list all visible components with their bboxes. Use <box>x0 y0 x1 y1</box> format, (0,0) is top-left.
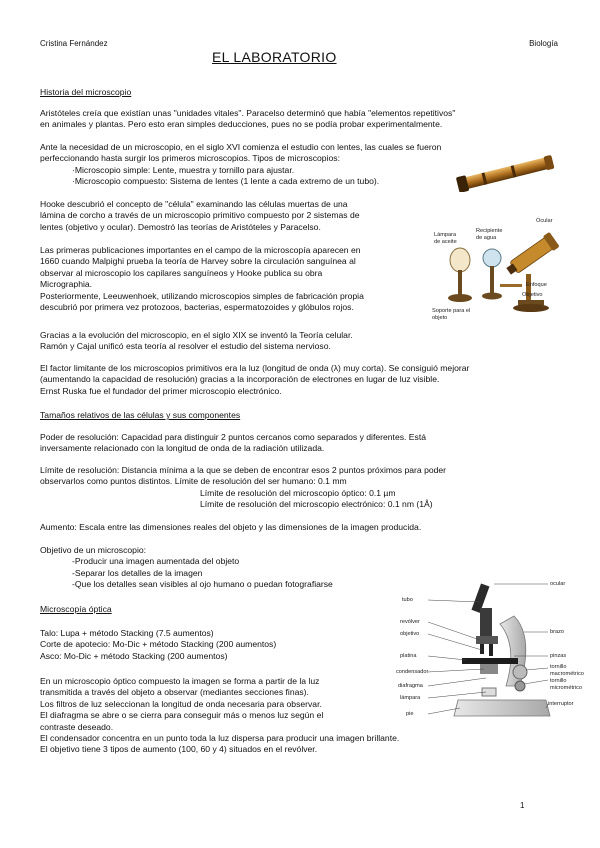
label-objetivo-modern: objetivo <box>400 631 420 637</box>
list-item: -Producir una imagen aumentada del objeto <box>72 556 240 567</box>
text-line: Límite de resolución del microscopio electrónico: 0.1 nm (1Å) <box>200 499 433 510</box>
label-tubo: tubo <box>402 597 413 603</box>
list-item: -Separar los detalles de la imagen <box>72 567 203 578</box>
text-line: Poder de resolución: Capacidad para distinguir 2 puntos cercanos como separados y diferentes. Está <box>40 432 426 442</box>
paragraph-factor-limitante <box>40 363 580 397</box>
text-line: Los filtros de luz seleccionan la longitud de onda necesaria para observar. <box>40 698 322 709</box>
page-title: EL LABORATORIO <box>212 49 337 65</box>
list-item: ·Microscopio simple: Lente, muestra y tornillo para ajustar. <box>72 164 295 175</box>
label-diafragma: diafragma <box>398 683 423 689</box>
label-objetivo: Objetivo <box>522 292 543 298</box>
author-name: Cristina Fernández <box>40 39 108 48</box>
text-line: en animales y plantas. Pero esto eran simples deducciones, pues no se podía probar experimentalmente. <box>40 119 443 130</box>
label-tornillo-macro: tornillo macrométrico <box>550 664 584 677</box>
text-line: (aumentando la capacidad de resolución) gracias a la incorporación de electrones en lugar de luz visible. <box>40 374 440 385</box>
modern-microscope-figure <box>396 576 584 744</box>
text-line: transmitida a través del objeto a observar (mediantes secciones finas). <box>40 687 309 698</box>
text-line: En un microscopio óptico compuesto la imagen se forma a partir de la luz <box>40 676 320 686</box>
label-enfoque: Enfoque <box>526 282 547 288</box>
text-line: Ramón y Cajal unificó esta teoría al resolver el estudio del sistema nervioso. <box>40 341 331 352</box>
section-heading-optica: Microscopía óptica <box>40 604 112 614</box>
list-item: ·Microscopio compuesto: Sistema de lentes (1 lente a cada extremo de un tubo). <box>72 176 380 187</box>
label-platina: platina <box>400 653 417 659</box>
text-line: Las primeras publicaciones importantes en el campo de la microscopía aparecen en <box>40 245 361 255</box>
text-line: El diafragma se abre o se cierra para conseguir más o menos luz según el <box>40 710 324 721</box>
label-recipiente: Recipiente de agua <box>476 228 503 241</box>
section-heading-historia: Historia del microscopio <box>40 87 132 97</box>
list-item: -Que los detalles sean visibles al ojo humano o puedan fotografiarse <box>72 579 333 590</box>
text-line: El objetivo tiene 3 tipos de aumento (100, 60 y 4) situados en el revólver. <box>40 744 318 755</box>
label-lampara: Lámpara de aceite <box>434 232 457 245</box>
text-line: Límite de resolución del microscopio óptico: 0.1 µm <box>200 487 396 498</box>
paragraph-malpighi <box>40 245 440 313</box>
paragraph-poder-resolucion <box>40 432 570 455</box>
text-line: Asco: Mo-Dic + método Stacking (200 aumentos) <box>40 650 228 661</box>
text-line: Ernst Ruska fue el fundador del primer microscopio electrónico. <box>40 385 282 396</box>
text-line: lámina de corcho a través de un microscopio primitivo compuesto por 2 sistemas de <box>40 210 360 221</box>
paragraph-limite-resolucion <box>40 465 580 511</box>
label-brazo: brazo <box>550 629 564 635</box>
paragraph-aristoteles <box>40 108 570 131</box>
label-lampara-modern: lámpara <box>400 695 421 701</box>
label-ocular-modern: ocular <box>550 581 566 587</box>
label-tornillo-micro: tornillo micrométrico <box>550 678 583 691</box>
page-number: 1 <box>520 801 525 810</box>
text-line: Objetivo de un microscopio: <box>40 545 147 555</box>
subject-name: Biología <box>529 39 558 48</box>
text-line: descubrió por primera vez protozoos, bacterias, espermatozoides y glóbulos rojos. <box>40 302 354 313</box>
early-microscope-image <box>452 152 562 192</box>
antique-microscope-figure <box>430 210 570 328</box>
text-line: Corte de apotecio: Mo-Dic + método Stacking (200 aumentos) <box>40 639 277 650</box>
text-line: Micrographia. <box>40 279 93 290</box>
text-line: lentes (objetivo y ocular). Demostró las teorías de Aristóteles y Paracelso. <box>40 221 321 232</box>
text-line: Ante la necesidad de un microscopio, en el siglo XVI comienza el estudio con lentes, las cuales se fueron <box>40 142 442 152</box>
text-line: Gracias a la evolución del microscopio, en el siglo XIX se inventó la Teoría celular. <box>40 330 353 340</box>
label-ocular: Ocular <box>536 218 553 224</box>
text-line: Aristóteles creía que existían unas "unidades vitales". Paracelso determinó que había "elementos repetitivos" <box>40 108 456 118</box>
label-revolver: revólver <box>400 619 420 625</box>
paragraph-hooke <box>40 199 430 233</box>
text-line: Posteriormente, Leeuwenhoek, utilizando microscopios simples de fabricación propia <box>40 290 364 301</box>
paragraph-aumento: Aumento: Escala entre las dimensiones reales del objeto y las dimensiones de la imagen producida. <box>40 522 422 532</box>
text-line: observarlos como puntos distintos. Límite de resolución del ser humano: 0.1 mm <box>40 476 347 487</box>
text-line: 1660 cuando Malpighi prueba la teoría de Harvey sobre la circulación sanguínea al <box>40 256 356 267</box>
text-line: El factor limitante de los microscopios primitivos era la luz (longitud de onda (λ) muy corta). Se consiguió mejorar <box>40 363 470 373</box>
label-pinzas: pinzas <box>550 653 567 659</box>
label-condensador: condensador <box>396 669 429 675</box>
label-interruptor: interruptor <box>548 701 574 707</box>
text-line: El condensador concentra en un punto toda la luz dispersa para producir una imagen brillante. <box>40 733 400 744</box>
text-line: Hooke descubrió el concepto de "célula" examinando las células muertas de una <box>40 199 348 209</box>
paragraph-teoria-celular <box>40 330 570 353</box>
label-soporte: Soporte para el objeto <box>432 308 471 321</box>
text-line: contraste deseado. <box>40 721 114 732</box>
label-pie: pie <box>406 711 414 717</box>
section-heading-tamanos: Tamaños relativos de las células y sus componentes <box>40 410 241 420</box>
text-line: observar al microscopio los capilares sanguíneos y Hooke publica su obra <box>40 267 323 278</box>
text-line: Límite de resolución: Distancia mínima a la que se deben de encontrar esos 2 puntos próximos para poder <box>40 465 447 475</box>
text-line: perfeccionando hasta surgir los primeros microscopios. Tipos de microscopios: <box>40 153 340 164</box>
text-line: inversamente relacionado con la longitud de onda de la radiación utilizada. <box>40 443 325 454</box>
paragraph-stacking <box>40 628 380 662</box>
text-line: Talo: Lupa + método Stacking (7.5 aumentos) <box>40 628 214 638</box>
